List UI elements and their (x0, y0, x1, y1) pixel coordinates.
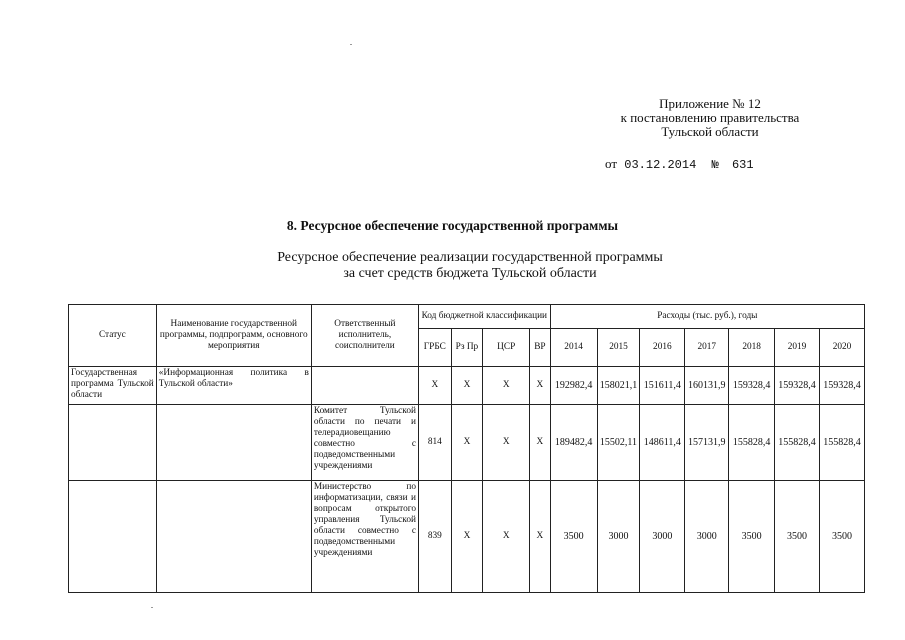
header-year: 2016 (640, 329, 685, 367)
table-title (260, 250, 680, 282)
header-executor: Ответственный исполнитель, соисполнители (311, 305, 418, 367)
cell-value: 192982,4 (550, 367, 597, 405)
cell-csr: X (483, 367, 530, 405)
cell-value: 151611,4 (640, 367, 685, 405)
cell-value: 189482,4 (550, 405, 597, 481)
cell-status (69, 481, 157, 593)
decree-date-line (605, 156, 754, 172)
header-csr: ЦСР (483, 329, 530, 367)
resource-table (68, 304, 865, 593)
cell-status (69, 405, 157, 481)
cell-value: 160131,9 (685, 367, 729, 405)
cell-rzpr: X (451, 367, 483, 405)
cell-value: 3500 (775, 481, 820, 593)
cell-value: 3500 (550, 481, 597, 593)
appendix-line: Приложение № 12 (659, 96, 761, 111)
header-expenses: Расходы (тыс. руб.), годы (550, 305, 864, 329)
cell-executor: Министерство по информатизации, связи и вопросам открытого управления Тульской области совместно с подведомственными учреждениями (311, 481, 418, 593)
cell-value: 155828,4 (819, 405, 864, 481)
cell-rzpr: X (451, 405, 483, 481)
header-grbs: ГРБС (418, 329, 451, 367)
cell-value: 148611,4 (640, 405, 685, 481)
header-status: Статус (69, 305, 157, 367)
header-program-name: Наименование государственной программы, подпрограмм, основного мероприятия (156, 305, 311, 367)
cell-value: 159328,4 (819, 367, 864, 405)
header-year: 2020 (819, 329, 864, 367)
cell-executor: Комитет Тульской области по печати и телерадиовещанию совместно с подведомственными учреждениями (311, 405, 418, 481)
cell-value: 3500 (819, 481, 864, 593)
number-sign: № (711, 158, 719, 172)
section-title: 8. Ресурсное обеспечение государственной программы (286, 218, 619, 233)
header-year: 2014 (550, 329, 597, 367)
cell-program-name (156, 481, 311, 593)
cell-value: 3000 (685, 481, 729, 593)
cell-rzpr: X (451, 481, 483, 593)
appendix-block (560, 97, 860, 139)
cell-grbs: 814 (418, 405, 451, 481)
header-year: 2019 (775, 329, 820, 367)
cell-grbs: 839 (418, 481, 451, 593)
header-year: 2015 (597, 329, 640, 367)
header-rzpr: Рз Пр (451, 329, 483, 367)
table-row (69, 481, 865, 593)
cell-vr: X (530, 405, 550, 481)
cell-grbs: X (418, 367, 451, 405)
decree-date: 03.12.2014 (624, 158, 697, 172)
header-vr: ВР (530, 329, 550, 367)
cell-executor (311, 367, 418, 405)
cell-vr: X (530, 367, 550, 405)
cell-vr: X (530, 481, 550, 593)
cell-value: 3000 (640, 481, 685, 593)
appendix-line: Тульской области (661, 124, 759, 139)
cell-value: 155828,4 (775, 405, 820, 481)
cell-value: 155828,4 (729, 405, 775, 481)
cell-csr: X (483, 481, 530, 593)
cell-program-name (156, 405, 311, 481)
header-year: 2018 (729, 329, 775, 367)
table-title-line: за счет средств бюджета Тульской области (343, 266, 597, 281)
table-row (69, 405, 865, 481)
scan-speck (350, 44, 352, 45)
table-row (69, 367, 865, 405)
cell-value: 158021,1 (597, 367, 640, 405)
date-prefix: от (605, 156, 618, 171)
cell-value: 3000 (597, 481, 640, 593)
header-budget-code: Код бюджетной классификации (418, 305, 550, 329)
cell-csr: X (483, 405, 530, 481)
scan-speck (151, 607, 153, 608)
appendix-line: к постановлению правительства (620, 110, 800, 125)
cell-status: Государственная программа Тульской области (69, 367, 157, 405)
cell-value: 159328,4 (775, 367, 820, 405)
decree-number: 631 (731, 158, 754, 172)
header-year: 2017 (685, 329, 729, 367)
table-title-line: Ресурсное обеспечение реализации государственной программы (277, 250, 663, 265)
cell-value: 15502,11 (597, 405, 640, 481)
cell-value: 159328,4 (729, 367, 775, 405)
cell-value: 3500 (729, 481, 775, 593)
cell-value: 157131,9 (685, 405, 729, 481)
cell-program-name: «Информационная политика в Тульской области» (156, 367, 311, 405)
